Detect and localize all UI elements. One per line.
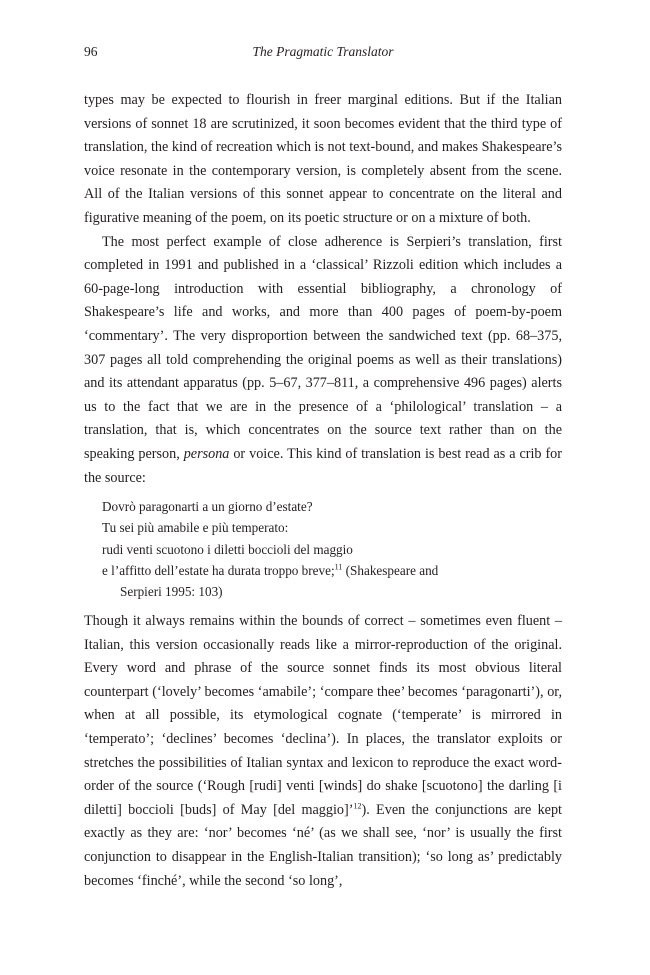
paragraph-2-text-b: or voice. This kind of translation is best read as a crib for the source:: [84, 445, 562, 486]
paragraph-2: [84, 231, 562, 491]
paragraph-3-text-b: ). Even the conjunctions are kept exactly as they are: ‘nor’ becomes ‘né’ (as we shall see, ‘nor’ is usually the first conjunction to disappear in the English-Italian transition); ‘so long as’ predictably becomes ‘finché’, while the second ‘so long’,: [84, 801, 562, 889]
paragraph-1: types may be expected to flourish in freer marginal editions. But if the Italian versions of sonnet 18 are scrutinized, it soon becomes evident that the third type of translation, the kind of recreation which is not text-bound, and makes Shakespeare’s voice resonate in the contemporary version, is completely absent from the scene. All of the Italian versions of this sonnet appear to concentrate on the literal and figurative meaning of the poem, on its poetic structure or on a mixture of both.: [84, 92, 562, 226]
paragraph-2-text-a: The most perfect example of close adherence is Serpieri’s translation, first completed in 1991 and published in a ‘classical’ Rizzoli edition which includes a 60-page-long introduction with essential bibliography, a chronology of Shakespeare’s life and works, and more than 400 pages of poem-by-poem ‘commentary’. The very disproportion between the sandwiched text (pp. 68–375, 307 pages all told comprehending the original poems as well as their translations) and its attendant apparatus (pp. 5–67, 377–811, a comprehensive 496 pages) alerts us to the fact that we are in the presence of a ‘philological’ translation – a translation, that is, which concentrates on the source text rather than on the speaking person,: [84, 233, 562, 462]
paragraph-3-text-a: Though it always remains within the bounds of correct – sometimes even fluent – Italian, this version occasionally reads like a mirror-reproduction of the original. Every word and phrase of the source sonnet finds its most obvious literal counterpart (‘lovely’ becomes ‘amabile’; ‘compare thee’ becomes ‘paragonarti’), or, when at all possible, its etymological cognate (‘temperate’ is mirrored in ‘temperato’; ‘declines’ becomes ‘declina’). In places, the translator exploits or stretches the possibilities of Italian syntax and lexicon to reproduce the exact word-order of the source (‘Rough [rudi] venti [winds] do shake [scuotono] the darling [i diletti] boccioli [buds] of May [del maggio]’: [84, 613, 562, 818]
footnote-ref-12[interactable]: 12: [353, 801, 362, 811]
quote-citation: (Shakespeare and: [342, 562, 439, 578]
footnote-ref-11[interactable]: 11: [334, 562, 343, 572]
quote-line-3: rudi venti scuotono i diletti boccioli del maggio: [102, 541, 353, 557]
page-number: 96: [84, 44, 98, 59]
italic-term-persona: persona: [183, 445, 230, 462]
quote-line-2: Tu sei più amabile e più temperato:: [102, 520, 289, 536]
body-text: [84, 89, 562, 893]
running-header: [84, 44, 562, 64]
quote-line-1: Dovrò paragonarti a un giorno d’estate?: [102, 499, 313, 515]
quote-line-4-text: e l’affitto dell’estate ha durata troppo breve;: [102, 562, 335, 578]
running-title: The Pragmatic Translator: [252, 44, 394, 59]
quote-citation-continued: Serpieri 1995: 103): [120, 583, 223, 599]
quote-line-4: [102, 560, 562, 581]
paragraph-3: [84, 610, 562, 893]
block-quote: [102, 496, 562, 602]
